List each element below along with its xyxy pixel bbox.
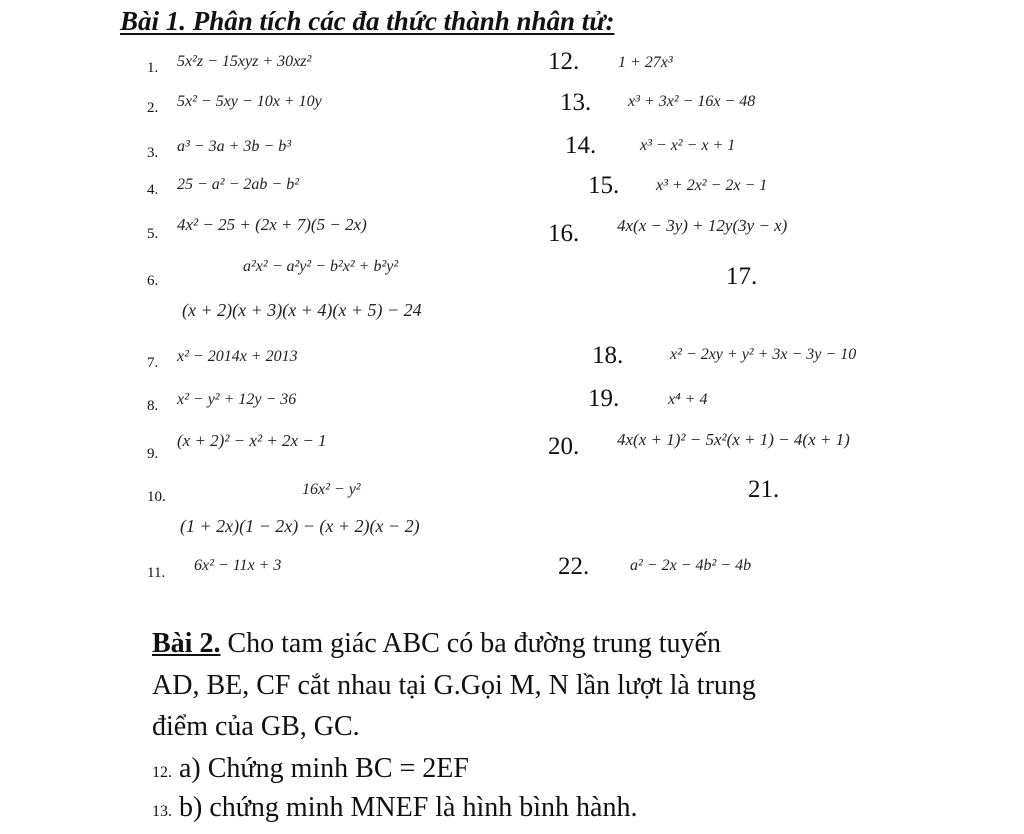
item-9-number: 9.	[147, 446, 159, 462]
item-18-expression: x² − 2xy + y² + 3x − 3y − 10	[670, 346, 857, 363]
item-14-number: 14.	[565, 132, 597, 159]
item-16-number: 16.	[548, 220, 580, 247]
item-15-number: 15.	[588, 172, 620, 199]
bai2-part-a-number: 12.	[152, 764, 172, 781]
item-10-expression: 16x² − y²	[302, 481, 361, 498]
bai2-line-2: AD, BE, CF cắt nhau tại G.Gọi M, N lần lượt là trung	[152, 670, 756, 701]
item-18-number: 18.	[592, 342, 624, 369]
item-8-number: 8.	[147, 398, 159, 414]
item-22-expression: a² − 2x − 4b² − 4b	[630, 557, 752, 574]
item-6-expression-extra: (x + 2)(x + 3)(x + 4)(x + 5) − 24	[182, 300, 422, 320]
bai2-line-1	[152, 628, 721, 660]
item-3-expression: a³ − 3a + 3b − b³	[177, 138, 291, 155]
item-15-expression: x³ + 2x² − 2x − 1	[656, 177, 768, 194]
item-21-number: 21.	[748, 476, 780, 503]
item-11-number: 11.	[147, 565, 166, 581]
item-2-number: 2.	[147, 100, 159, 116]
item-12-number: 12.	[548, 48, 580, 75]
bai2-line-3: điểm của GB, GC.	[152, 711, 360, 742]
bai2-part-b-text: b) chứng minh MNEF là hình bình hành.	[172, 792, 638, 823]
item-5-expression: 4x² − 25 + (2x + 7)(5 − 2x)	[177, 215, 367, 234]
item-20-number: 20.	[548, 433, 580, 460]
item-14-expression: x³ − x² − x + 1	[640, 137, 736, 154]
bai2-title: Bài 2.	[152, 628, 221, 659]
item-6-number: 6.	[147, 273, 159, 289]
item-7-expression: x² − 2014x + 2013	[177, 348, 298, 365]
item-3-number: 3.	[147, 145, 159, 161]
item-17-number: 17.	[726, 263, 758, 290]
item-7-number: 7.	[147, 355, 159, 371]
bai2-part-a-text: a) Chứng minh BC = 2EF	[172, 753, 469, 784]
item-22-number: 22.	[558, 553, 590, 580]
item-6-expression: a²x² − a²y² − b²x² + b²y²	[243, 258, 399, 275]
item-16-expression: 4x(x − 3y) + 12y(3y − x)	[617, 216, 788, 235]
item-19-number: 19.	[588, 385, 620, 412]
bai2-part-b-number: 13.	[152, 803, 172, 820]
item-4-expression: 25 − a² − 2ab − b²	[177, 176, 299, 193]
item-19-expression: x⁴ + 4	[668, 391, 708, 408]
item-1-expression: 5x²z − 15xyz + 30xz²	[177, 53, 312, 70]
item-13-number: 13.	[560, 89, 592, 116]
item-4-number: 4.	[147, 182, 159, 198]
bai2-line-1-text: Cho tam giác ABC có ba đường trung tuyến	[220, 628, 721, 659]
item-5-number: 5.	[147, 226, 159, 242]
bai1-title: Bài 1. Phân tích các đa thức thành nhân tử:	[120, 6, 615, 36]
item-20-expression: 4x(x + 1)² − 5x²(x + 1) − 4(x + 1)	[617, 430, 850, 449]
item-1-number: 1.	[147, 60, 159, 76]
bai2-part-b	[152, 792, 637, 824]
item-10-number: 10.	[147, 489, 166, 505]
item-9-expression: (x + 2)² − x² + 2x − 1	[177, 431, 327, 450]
item-11-expression: 6x² − 11x + 3	[194, 557, 282, 574]
item-13-expression: x³ + 3x² − 16x − 48	[628, 93, 756, 110]
item-2-expression: 5x² − 5xy − 10x + 10y	[177, 93, 322, 110]
item-10-expression-extra: (1 + 2x)(1 − 2x) − (x + 2)(x − 2)	[180, 516, 420, 536]
bai2-part-a	[152, 753, 469, 785]
item-8-expression: x² − y² + 12y − 36	[177, 391, 297, 408]
item-12-expression: 1 + 27x³	[618, 54, 673, 71]
